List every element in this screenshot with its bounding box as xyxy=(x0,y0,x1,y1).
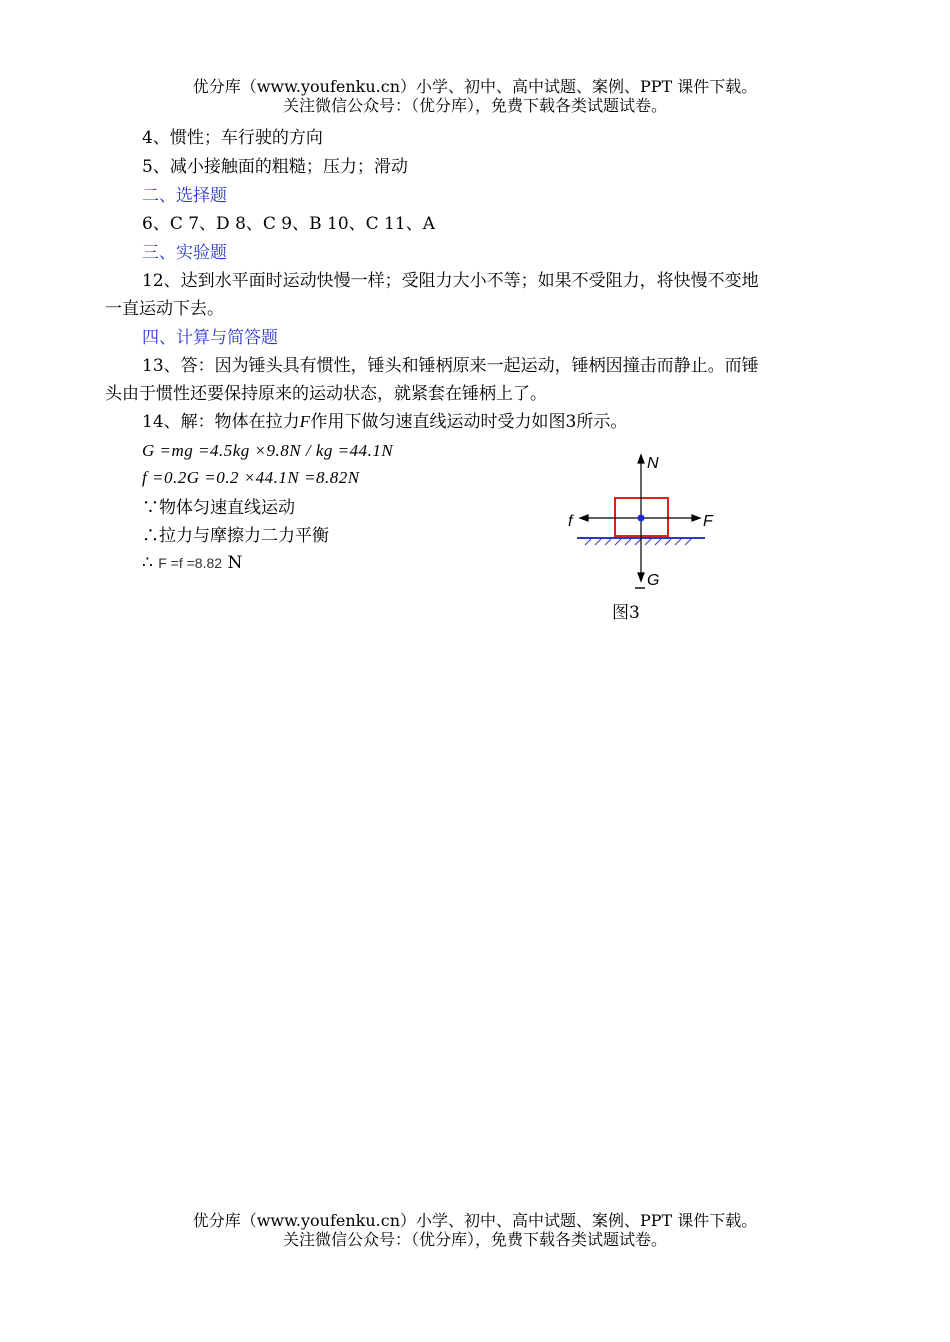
ground-hatching xyxy=(585,539,691,545)
force-equation: F =f =8.82 xyxy=(158,555,223,571)
section-heading-experiment: 三、实验题 xyxy=(142,243,227,263)
choice-answers: 6、C 7、D 8、C 9、B 10、C 11、A xyxy=(142,214,435,234)
label-gravity: G xyxy=(647,572,660,589)
label-pull-force: F xyxy=(703,513,713,530)
conclusion-balance: ∴拉力与摩擦力二力平衡 xyxy=(142,526,329,546)
answer-12-line-2: 一直运动下去。 xyxy=(105,299,224,319)
page-header xyxy=(0,77,950,115)
force-unit: N xyxy=(227,553,243,573)
answer-5: 5、减小接触面的粗糙；压力；滑动 xyxy=(142,157,408,177)
equation-gravity: G =mg =4.5kg ×9.8N / kg =44.1N xyxy=(142,441,394,460)
answer-4: 4、惯性；车行驶的方向 xyxy=(142,128,323,148)
footer-line-2: 关注微信公众号：（优分库），免费下载各类试题试卷。 xyxy=(282,1230,667,1249)
force-diagram xyxy=(565,448,725,596)
friction-arrowhead xyxy=(580,515,588,521)
gravity-arrowhead xyxy=(638,573,644,581)
section-heading-calculation: 四、计算与简答题 xyxy=(142,328,278,348)
answer-13-line-1: 13、答：因为锤头具有惯性，锤头和锤柄原来一起运动，锤柄因撞击而静止。而锤 xyxy=(142,356,759,376)
equation-friction: f =0.2G =0.2 ×44.1N =8.82N xyxy=(142,468,360,487)
header-line-1: 优分库（www.youfenku.cn）小学、初中、高中试题、案例、PPT 课件下载。 xyxy=(192,77,758,96)
center-point xyxy=(638,515,645,522)
answer-14-intro-post: 作用下做匀速直线运动时受力如图3所示。 xyxy=(310,412,628,432)
page-footer xyxy=(0,1211,950,1249)
answer-13-line-2: 头由于惯性还要保持原来的运动状态，就紧套在锤柄上了。 xyxy=(105,384,547,404)
answer-14-force-variable: F xyxy=(299,412,311,431)
conclusion-force-value xyxy=(142,552,887,574)
answer-14-intro-pre: 14、解：物体在拉力 xyxy=(142,412,300,432)
section-heading-choice: 二、选择题 xyxy=(142,186,227,206)
reason-uniform-motion: ∵物体匀速直线运动 xyxy=(142,498,295,518)
therefore-symbol: ∴ xyxy=(142,553,153,573)
answer-12-line-1: 12、达到水平面时运动快慢一样；受阻力大小不等；如果不受阻力，将快慢不变地 xyxy=(142,271,759,291)
label-normal-force: N xyxy=(647,455,659,472)
pull-force-arrowhead xyxy=(692,515,700,521)
footer-line-1: 优分库（www.youfenku.cn）小学、初中、高中试题、案例、PPT 课件下载。 xyxy=(192,1211,758,1230)
label-friction: f xyxy=(568,513,573,530)
header-line-2: 关注微信公众号：（优分库），免费下载各类试题试卷。 xyxy=(282,96,667,115)
figure-caption: 图3 xyxy=(612,603,640,623)
answer-14-intro xyxy=(142,411,887,433)
normal-force-arrowhead xyxy=(638,455,644,463)
